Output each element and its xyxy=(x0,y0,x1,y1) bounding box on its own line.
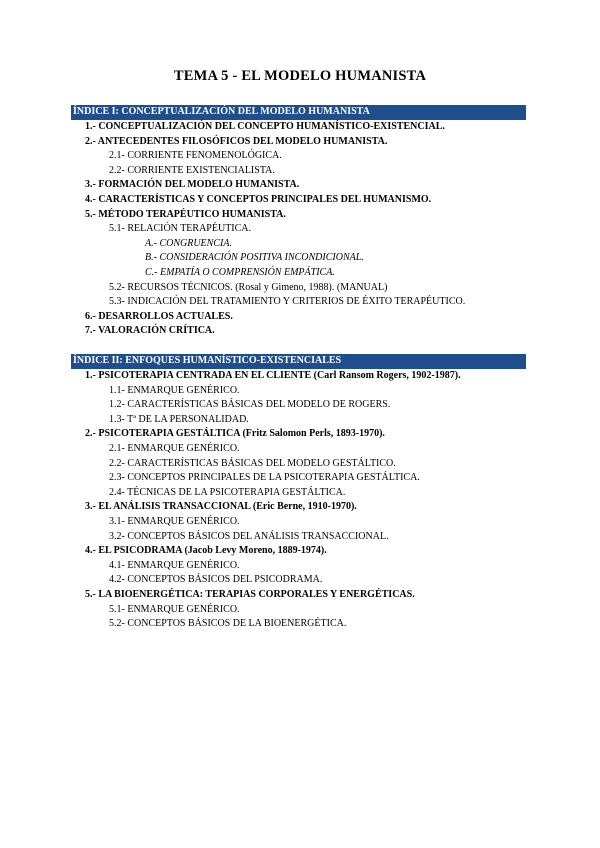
toc-item: 7.- VALORACIÓN CRÍTICA. xyxy=(85,325,215,337)
toc-subsubitem: B.- CONSIDERACIÓN POSITIVA INCONDICIONAL. xyxy=(145,252,364,264)
toc-subitem: 4.2- CONCEPTOS BÁSICOS DEL PSICODRAMA. xyxy=(109,574,323,586)
toc-item: 4.- CARACTERÍSTICAS Y CONCEPTOS PRINCIPALES DEL HUMANISMO. xyxy=(85,193,432,205)
toc-subitem: 3.2- CONCEPTOS BÁSICOS DEL ANÁLISIS TRANSACCIONAL. xyxy=(109,530,389,542)
toc-subitem: 2.2- CORRIENTE EXISTENCIALISTA. xyxy=(109,164,275,176)
toc-item: 3.- EL ANÁLISIS TRANSACCIONAL (Eric Berne, 1910-1970). xyxy=(85,501,357,513)
page-title: TEMA 5 - EL MODELO HUMANISTA xyxy=(173,68,427,84)
toc-subitem: 5.1- RELACIÓN TERAPÉUTICA. xyxy=(109,223,252,235)
toc-subitem: 4.1- ENMARQUE GENÉRICO. xyxy=(109,559,240,571)
toc-subsubitem: A.- CONGRUENCIA. xyxy=(145,237,232,249)
index-section-2 xyxy=(71,354,526,632)
section-header: ÍNDICE I: CONCEPTUALIZACIÓN DEL MODELO HUMANISTA xyxy=(71,105,526,119)
toc-subitem: 5.3- INDICACIÓN DEL TRATAMIENTO Y CRITERIOS DE ÉXITO TERAPÉUTICO. xyxy=(109,296,466,308)
index-section-1 xyxy=(71,105,526,339)
toc-subitem: 1.3- Tª DE LA PERSONALIDAD. xyxy=(109,413,249,425)
toc-subitem: 5.2- CONCEPTOS BÁSICOS DE LA BIOENERGÉTICA. xyxy=(109,618,347,630)
toc-subitem: 2.4- TÉCNICAS DE LA PSICOTERAPIA GESTÁLTICA. xyxy=(109,486,346,498)
toc-item: 1.- PSICOTERAPIA CENTRADA EN EL CLIENTE (Carl Ransom Rogers, 1902-1987). xyxy=(85,370,461,381)
toc-item: 6.- DESARROLLOS ACTUALES. xyxy=(85,310,233,322)
toc-item: 2.- PSICOTERAPIA GESTÁLTICA (Fritz Salomon Perls, 1893-1970). xyxy=(85,428,385,440)
toc-subitem: 2.2- CARACTERÍSTICAS BÁSICAS DEL MODELO GESTÁLTICO. xyxy=(109,457,396,469)
toc-item: 3.- FORMACIÓN DEL MODELO HUMANISTA. xyxy=(85,179,300,191)
toc-subitem: 5.2- RECURSOS TÉCNICOS. (Rosal y Gimeno, 1988). (MANUAL) xyxy=(109,281,388,293)
toc-subitem: 2.1- CORRIENTE FENOMENOLÓGICA. xyxy=(109,150,282,162)
toc-item: 2.- ANTECEDENTES FILOSÓFICOS DEL MODELO HUMANISTA. xyxy=(85,135,388,147)
toc-subitem: 3.1- ENMARQUE GENÉRICO. xyxy=(109,515,240,527)
toc-subsubitem: C.- EMPATÍA O COMPRENSIÓN EMPÁTICA. xyxy=(145,266,335,278)
toc-subitem: 2.1- ENMARQUE GENÉRICO. xyxy=(109,442,240,454)
toc-subitem: 2.3- CONCEPTOS PRINCIPALES DE LA PSICOTERAPIA GESTÁLTICA. xyxy=(109,472,420,484)
toc-item: 5.- LA BIOENERGÉTICA: TERAPIAS CORPORALES Y ENERGÉTICAS. xyxy=(85,588,415,600)
toc-item: 4.- EL PSICODRAMA (Jacob Levy Moreno, 1889-1974). xyxy=(85,545,327,557)
toc-subitem: 1.2- CARACTERÍSTICAS BÁSICAS DEL MODELO DE ROGERS. xyxy=(109,399,391,411)
section-header: ÍNDICE II: ENFOQUES HUMANÍSTICO-EXISTENCIALES xyxy=(71,354,526,368)
toc-item: 1.- CONCEPTUALIZACIÓN DEL CONCEPTO HUMANÍSTICO-EXISTENCIAL. xyxy=(85,121,445,132)
toc-subitem: 5.1- ENMARQUE GENÉRICO. xyxy=(109,603,240,615)
toc-subitem: 1.1- ENMARQUE GENÉRICO. xyxy=(109,384,240,396)
toc-item: 5.- MÉTODO TERAPÉUTICO HUMANISTA. xyxy=(85,208,286,220)
